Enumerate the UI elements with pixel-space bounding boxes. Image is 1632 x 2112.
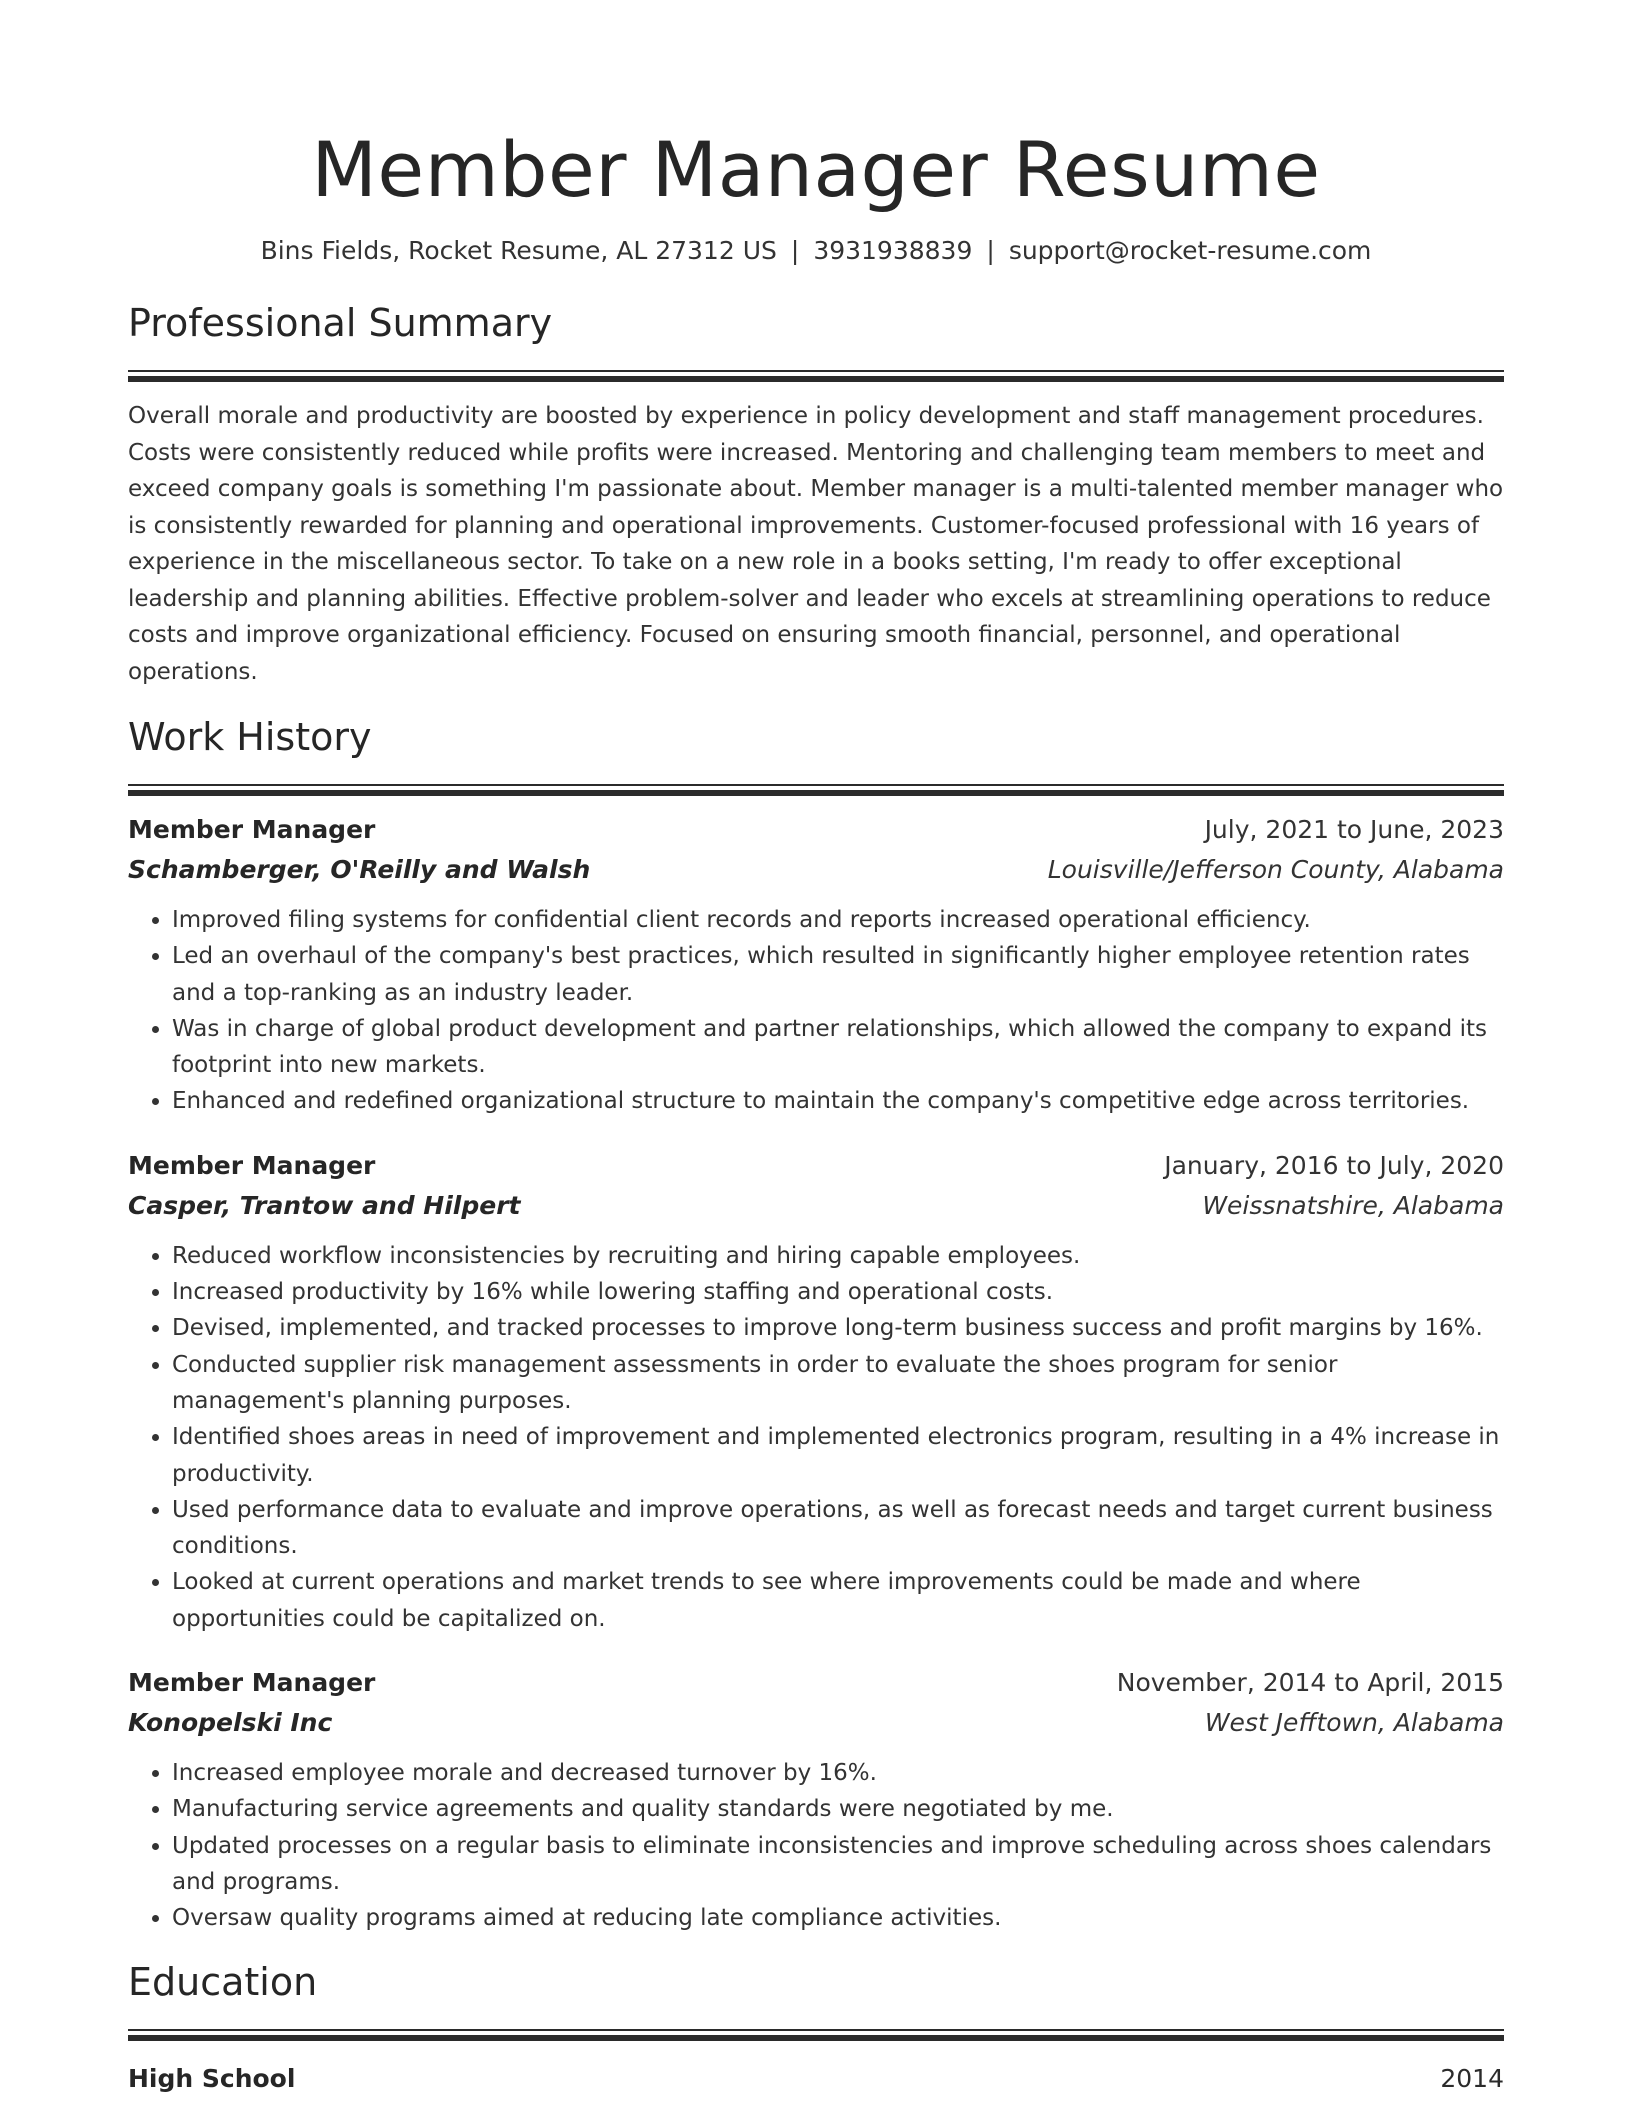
job-company: Schamberger, O'Reilly and Walsh <box>128 855 591 884</box>
job-title: Member Manager <box>128 1150 376 1180</box>
contact-email[interactable]: support@rocket-resume.com <box>1008 236 1372 265</box>
education-year: 2014 <box>1440 2063 1504 2093</box>
contact-line <box>128 234 1504 268</box>
list-item: • Reduced workflow inconsistencies by recruiting and hiring capable employees. <box>172 1238 1504 1274</box>
education-degree: High School <box>128 2063 296 2093</box>
list-item: • Updated processes on a regular basis to eliminate inconsistencies and improve scheduling across shoes calendars and programs. <box>172 1828 1504 1901</box>
job-company-row <box>128 1703 1504 1743</box>
job-bullets <box>128 1238 1504 1637</box>
contact-address: Bins Fields, Rocket Resume, AL 27312 US <box>260 236 777 265</box>
job-entry <box>128 1146 1504 1637</box>
list-item: • Used performance data to evaluate and improve operations, as well as forecast needs and target current business conditions. <box>172 1492 1504 1565</box>
list-item: • Led an overhaul of the company's best practices, which resulted in significantly higher employee retention rates and a top-ranking as an industry leader. <box>172 938 1504 1011</box>
job-company-row <box>128 1186 1504 1226</box>
job-title: Member Manager <box>128 1668 376 1698</box>
section-heading-summary: Professional Summary <box>128 301 553 345</box>
list-item: • Was in charge of global product development and partner relationships, which allowed the company to expand its footprint into new markets. <box>172 1011 1504 1084</box>
job-company: Casper, Trantow and Hilpert <box>128 1190 521 1220</box>
job-header-row <box>128 810 1504 850</box>
job-title: Member Manager <box>128 815 376 844</box>
education-entry <box>128 2059 1504 2099</box>
job-company: Konopelski Inc <box>128 1708 333 1738</box>
resume-title: Member Manager Resume <box>311 125 1321 214</box>
job-dates: January, 2016 to July, 2020 <box>1164 1150 1504 1180</box>
list-item: • Devised, implemented, and tracked processes to improve long-term business success and profit margins by 16%. <box>172 1310 1504 1346</box>
list-item: • Oversaw quality programs aimed at reducing late compliance activities. <box>172 1900 1504 1936</box>
list-item: • Increased employee morale and decreased turnover by 16%. <box>172 1755 1504 1791</box>
job-header-row <box>128 1663 1504 1703</box>
contact-separator: | <box>986 236 995 265</box>
education-section <box>128 1957 1504 2099</box>
job-location: Louisville/Jefferson County, Alabama <box>1047 855 1504 884</box>
section-divider <box>128 2029 1504 2041</box>
job-company-row <box>128 850 1504 890</box>
work-history-section <box>128 712 1504 1937</box>
job-bullets <box>128 1755 1504 1936</box>
list-item: • Manufacturing service agreements and quality standards were negotiated by me. <box>172 1791 1504 1827</box>
job-location: Weissnatshire, Alabama <box>1202 1190 1504 1220</box>
section-heading-work-history: Work History <box>128 715 372 759</box>
summary-section <box>128 298 1504 690</box>
job-header-row <box>128 1146 1504 1186</box>
list-item: • Enhanced and redefined organizational structure to maintain the company's competitive edge across territories. <box>172 1083 1504 1119</box>
job-dates: November, 2014 to April, 2015 <box>1116 1668 1504 1698</box>
job-location: West Jefftown, Alabama <box>1204 1708 1504 1738</box>
section-divider <box>128 370 1504 382</box>
job-dates: July, 2021 to June, 2023 <box>1204 815 1504 844</box>
job-entry <box>128 1663 1504 1936</box>
job-entry <box>128 810 1504 1120</box>
section-divider <box>128 784 1504 796</box>
summary-text: Overall morale and productivity are boosted by experience in policy development and staff management procedures. Costs were consistently reduced while profits were increased. Mentoring and challenging team members to meet and exceed company goals is something I'm passionate about. Member manager is a multi-talented member manager who is consistently rewarded for planning and operational improvements. Customer-focused professional with 16 years of experience in the miscellaneous sector. To take on a new role in a books setting, I'm ready to offer exceptional leadership and planning abilities. Effective problem-solver and leader who excels at streamlining operations to reduce costs and improve organizational efficiency. Focused on ensuring smooth financial, personnel, and operational operations. <box>128 403 1504 685</box>
list-item: • Looked at current operations and market trends to see where improvements could be made and where opportunities could be capitalized on. <box>172 1564 1504 1637</box>
list-item: • Improved filing systems for confidential client records and reports increased operational efficiency. <box>172 902 1504 938</box>
section-heading-education: Education <box>128 1959 318 2004</box>
list-item: • Conducted supplier risk management assessments in order to evaluate the shoes program for senior management's planning purposes. <box>172 1347 1504 1420</box>
list-item: • Identified shoes areas in need of improvement and implemented electronics program, resulting in a 4% increase in productivity. <box>172 1419 1504 1492</box>
contact-separator: | <box>790 236 800 265</box>
list-item: • Increased productivity by 16% while lowering staffing and operational costs. <box>172 1274 1504 1310</box>
contact-phone: 3931938839 <box>813 236 973 265</box>
job-bullets <box>128 902 1504 1120</box>
